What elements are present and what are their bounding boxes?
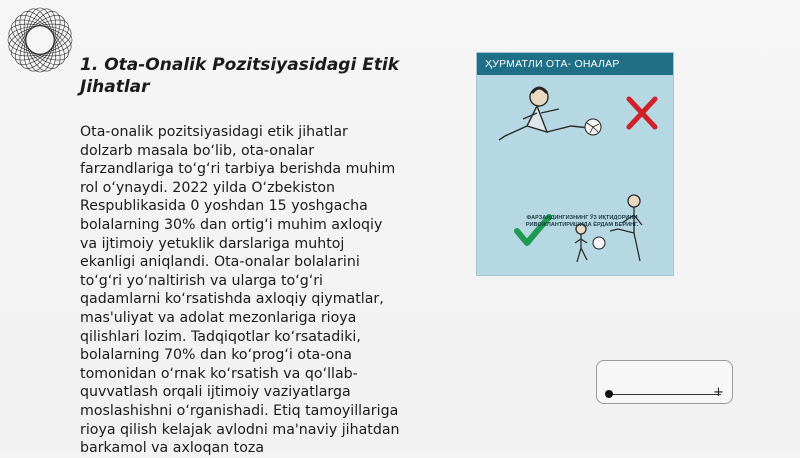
slide-body-text: Ota-onalik pozitsiyasidagi etik jihatlar dolzarb masala bo‘lib, ota-onalar farzandlariga to‘g‘ri tarbiya berishda muhim rol o‘ynaydi. 2022 yilda O‘zbekiston Respublikasida 0 yoshdan 15 yoshgacha bolalarning 30% dan ortig‘i muhim axloqiy va ijtimoiy yetuklik darslariga muhtoj ekanligi aniqlandi. Ota-onalar bolalarini to‘g‘ri yo‘naltirish va ularga to‘g‘ri qadamlarni ko‘rsatishda axloqiy qiymatlar, mas'uliyat va adolat mezonlariga rioya qilishlari lozim. Tadqiqotlar ko‘rsatadiki, bolalarning 70% dan ko‘prog‘i ota-ona tomonidan o‘rnak ko‘rsatish va qo‘llab-quvvatlash orqali ijtimoiy vaziyatlarga moslashishni o‘rganishadi. Etiq tamoyillariga rioya qilish kelajak avlodni ma'naviy jihatdan barkamol va axloqan toza	[80, 124, 400, 457]
ball-icon-small	[593, 237, 605, 249]
playback-track[interactable]	[609, 394, 721, 395]
spirograph-decoration	[4, 4, 76, 76]
wrong-cross-icon	[629, 99, 655, 127]
parents-poster-image	[476, 52, 674, 276]
plus-icon[interactable]: +	[713, 385, 724, 400]
boy-kicking-figure	[499, 88, 589, 140]
media-player-control[interactable]	[596, 360, 733, 404]
poster-caption: ФАРЗАНДИНГИЗНИНГ ЎЗ ИҚТИДОРИНИ РИВОЖЛАНТИРИШИДА ЁРДАМ БЕРИНГ.	[525, 215, 639, 228]
playback-position-knob[interactable]	[605, 390, 613, 398]
poster-header: ҲУРМАТЛИ ОТА- ОНАЛАР	[477, 53, 673, 75]
slide-title: 1. Ota-Onalik Pozitsiyasidagi Etik Jihatlar	[80, 55, 400, 97]
poster-illustration	[477, 53, 673, 275]
